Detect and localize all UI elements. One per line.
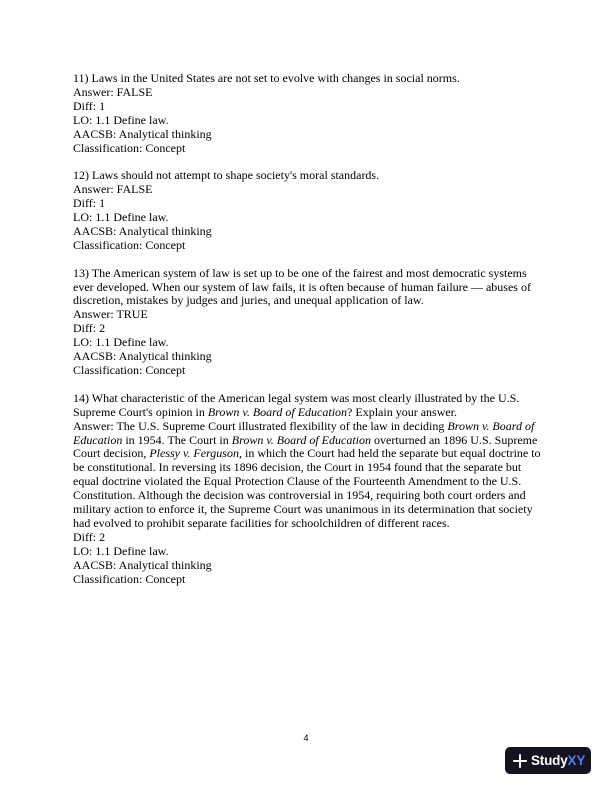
question-prompt-line: discretion, mistakes by judges and juries, and unequal application of law. xyxy=(73,293,424,308)
question-14 xyxy=(73,392,541,587)
prompt-text: ? Explain your answer. xyxy=(347,404,458,419)
prompt-text: Supreme Court's opinion in xyxy=(73,404,208,419)
answer-line: Answer: FALSE xyxy=(73,84,153,99)
answer-text: in 1954. The Court in xyxy=(122,432,232,447)
answer-line: Answer: FALSE xyxy=(73,182,153,197)
classification-line: Classification: Concept xyxy=(73,237,186,252)
learning-objective-line: LO: 1.1 Define law. xyxy=(73,210,169,225)
difficulty-line: Diff: 2 xyxy=(73,529,106,544)
question-12 xyxy=(73,169,541,252)
question-prompt: 12) Laws should not attempt to shape society's moral standards. xyxy=(73,168,380,183)
page-number: 4 xyxy=(303,733,309,743)
answer-text: overturned an 1896 U.S. Supreme Court decision, xyxy=(73,432,538,461)
aacsb-line: AACSB: Analytical thinking xyxy=(73,349,212,364)
brand-name-accent: XY xyxy=(567,753,586,768)
case-name: Brown v. Board of Education xyxy=(207,404,348,419)
question-11 xyxy=(73,72,541,155)
studyxy-badge[interactable] xyxy=(505,747,591,774)
difficulty-line: Diff: 1 xyxy=(73,196,106,211)
answer-line: Answer: TRUE xyxy=(73,307,148,322)
classification-line: Classification: Concept xyxy=(73,363,186,377)
classification-line: Classification: Concept xyxy=(73,140,186,155)
question-prompt-line: 14) What characteristic of the American legal system was most clearly illustrated by the U.S. xyxy=(73,390,520,405)
answer-text: , in which the Court had held the separate but equal doctrine to be constitutional. In reversing its 1896 decision, the Court in 1954 found that the separate but equal doctrine violated the Equal Protection Clause of the Fourteenth Amendment to the U.S. Constitution. Although the decision was controversial in 1954, requiring both court orders and military action to enforce it, the Supreme Court was unanimous in its determination that society had evolved to prohibit separate facilities for schoolchildren of different races. xyxy=(73,446,541,530)
difficulty-line: Diff: 1 xyxy=(73,98,106,113)
question-list xyxy=(73,72,541,600)
classification-line: Classification: Concept xyxy=(73,571,186,586)
brand-name-main: Study xyxy=(531,753,568,768)
question-prompt-line xyxy=(73,406,541,420)
answer-text: Answer: The U.S. Supreme Court illustrated flexibility of the law in deciding xyxy=(73,418,448,433)
learning-objective-line: LO: 1.1 Define law. xyxy=(73,335,169,350)
case-name: Plessy v. Ferguson xyxy=(149,446,239,461)
brand-name xyxy=(531,753,585,768)
question-prompt-line: 13) The American system of law is set up to be one of the fairest and most democratic systems xyxy=(73,265,527,280)
question-prompt-line: ever developed. When our system of law fails, it is often because of human failure — abuses of xyxy=(73,279,531,294)
plus-icon xyxy=(513,754,527,768)
answer-paragraph xyxy=(73,420,541,531)
case-name: Brown v. Board of Education xyxy=(231,432,371,447)
aacsb-line: AACSB: Analytical thinking xyxy=(73,223,212,238)
learning-objective-line: LO: 1.1 Define law. xyxy=(73,543,169,558)
aacsb-line: AACSB: Analytical thinking xyxy=(73,557,212,572)
question-13 xyxy=(73,267,541,378)
aacsb-line: AACSB: Analytical thinking xyxy=(73,126,212,141)
learning-objective-line: LO: 1.1 Define law. xyxy=(73,112,169,127)
case-name: Brown v. Board of Education xyxy=(73,418,535,447)
question-prompt: 11) Laws in the United States are not set to evolve with changes in social norms. xyxy=(73,71,460,85)
difficulty-line: Diff: 2 xyxy=(73,321,106,336)
